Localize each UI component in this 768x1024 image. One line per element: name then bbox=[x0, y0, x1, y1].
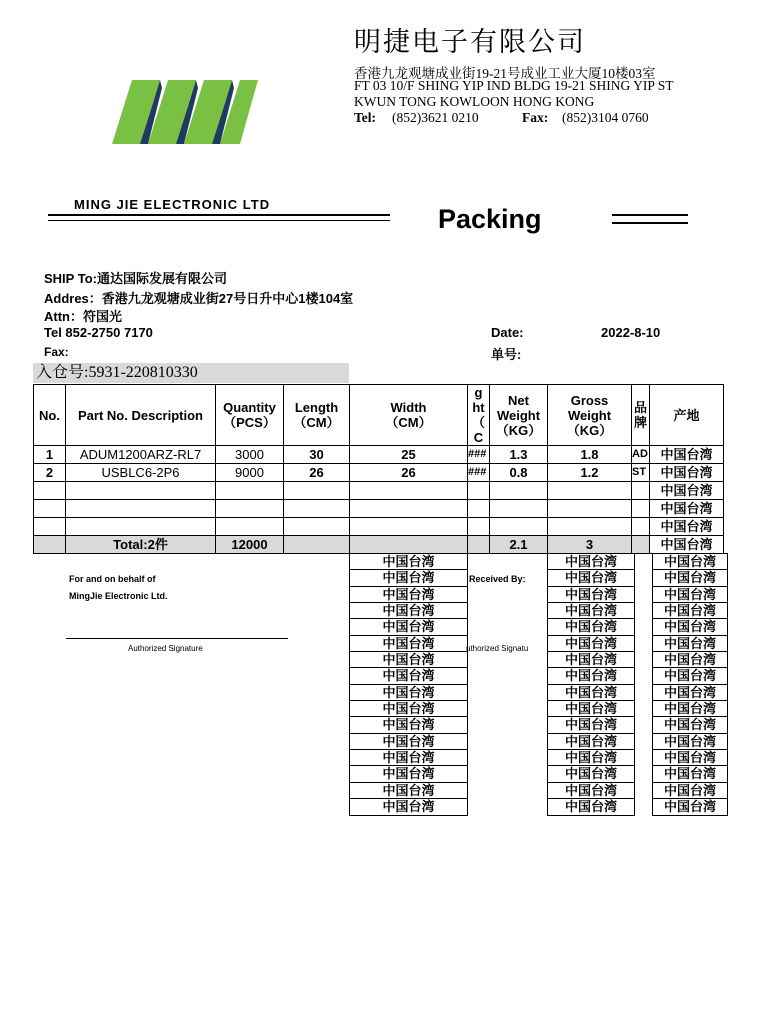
company-address-en-1: FT 03 10/F SHING YIP IND BLDG 19-21 SHING YIP ST bbox=[354, 78, 674, 93]
cell-origin: 中国台湾 bbox=[650, 482, 724, 500]
origin-fill-cell: 中国台湾 bbox=[653, 651, 727, 667]
header-width: Width （CM） bbox=[350, 385, 468, 446]
origin-fill-cell: 中国台湾 bbox=[350, 618, 467, 634]
total-gross-weight: 3 bbox=[548, 536, 632, 554]
company-address-en-2: KWUN TONG KOWLOON HONG KONG bbox=[354, 94, 595, 109]
cell-net-weight: 0.8 bbox=[490, 464, 548, 482]
origin-fill-cell: 中国台湾 bbox=[548, 765, 634, 781]
cell-part-no bbox=[66, 500, 216, 518]
authorized-signature-received: uthorized Signatu bbox=[466, 644, 529, 653]
origin-fill-cell: 中国台湾 bbox=[548, 733, 634, 749]
origin-fill-cell: 中国台湾 bbox=[653, 602, 727, 618]
cell-origin: 中国台湾 bbox=[650, 500, 724, 518]
cell-height bbox=[468, 500, 490, 518]
table-row bbox=[34, 482, 724, 500]
packing-table bbox=[33, 384, 724, 554]
cell-no: 2 bbox=[34, 464, 66, 482]
cell-length bbox=[284, 500, 350, 518]
origin-fill-column-a bbox=[349, 553, 468, 816]
signature-line bbox=[66, 638, 288, 639]
date-label: Date: bbox=[491, 325, 524, 340]
date-value: 2022-8-10 bbox=[601, 325, 661, 340]
origin-fill-cell: 中国台湾 bbox=[548, 586, 634, 602]
cell-gross-weight bbox=[548, 482, 632, 500]
cell-part-no: ADUM1200ARZ-RL7 bbox=[66, 446, 216, 464]
tel-label: Tel: bbox=[354, 110, 377, 125]
header-no: No. bbox=[34, 385, 66, 446]
origin-fill-cell: 中国台湾 bbox=[653, 553, 727, 569]
origin-fill-cell: 中国台湾 bbox=[653, 569, 727, 585]
cell-net-weight bbox=[490, 482, 548, 500]
total-row bbox=[34, 536, 724, 554]
header-quantity: Quantity （PCS） bbox=[216, 385, 284, 446]
ship-fax: Fax: bbox=[44, 345, 69, 359]
total-blank-brand bbox=[632, 536, 650, 554]
origin-fill-cell: 中国台湾 bbox=[548, 782, 634, 798]
origin-fill-column-b bbox=[547, 553, 635, 816]
origin-fill-cell: 中国台湾 bbox=[548, 700, 634, 716]
header-rule-1 bbox=[48, 214, 390, 216]
cell-origin: 中国台湾 bbox=[650, 464, 724, 482]
total-origin: 中国台湾 bbox=[650, 536, 724, 554]
document-title: Packing bbox=[438, 204, 542, 234]
company-name-cn: 明捷电子有限公司 bbox=[354, 27, 586, 57]
origin-fill-cell: 中国台湾 bbox=[548, 618, 634, 634]
table-row bbox=[34, 500, 724, 518]
cell-origin: 中国台湾 bbox=[650, 518, 724, 536]
cell-brand bbox=[632, 518, 650, 536]
order-no-label: 单号: bbox=[491, 347, 522, 362]
origin-fill-cell: 中国台湾 bbox=[548, 553, 634, 569]
cell-brand bbox=[632, 482, 650, 500]
received-by-label: Received By: bbox=[469, 574, 526, 584]
cell-width: 26 bbox=[350, 464, 468, 482]
tel-value: (852)3621 0210 bbox=[392, 110, 479, 125]
cell-height: ### bbox=[468, 464, 490, 482]
origin-fill-cell: 中国台湾 bbox=[653, 782, 727, 798]
cell-width bbox=[350, 482, 468, 500]
origin-fill-cell: 中国台湾 bbox=[350, 602, 467, 618]
origin-fill-cell: 中国台湾 bbox=[548, 635, 634, 651]
table-header-row bbox=[34, 385, 724, 446]
company-logo bbox=[112, 78, 262, 148]
origin-fill-cell: 中国台湾 bbox=[350, 667, 467, 683]
origin-fill-column-c bbox=[652, 553, 728, 816]
total-blank-h bbox=[468, 536, 490, 554]
origin-fill-cell: 中国台湾 bbox=[653, 667, 727, 683]
behalf-line-1: For and on behalf of bbox=[69, 574, 156, 584]
origin-fill-cell: 中国台湾 bbox=[350, 765, 467, 781]
origin-fill-cell: 中国台湾 bbox=[548, 749, 634, 765]
cell-height bbox=[468, 482, 490, 500]
origin-fill-cell: 中国台湾 bbox=[350, 569, 467, 585]
origin-fill-cell: 中国台湾 bbox=[653, 635, 727, 651]
fax-value: (852)3104 0760 bbox=[562, 110, 649, 125]
origin-fill-cell: 中国台湾 bbox=[653, 700, 727, 716]
origin-fill-cell: 中国台湾 bbox=[350, 716, 467, 732]
total-blank-width bbox=[350, 536, 468, 554]
table-row bbox=[34, 446, 724, 464]
origin-fill-cell: 中国台湾 bbox=[548, 651, 634, 667]
cell-height bbox=[468, 518, 490, 536]
origin-fill-cell: 中国台湾 bbox=[350, 635, 467, 651]
total-blank-length bbox=[284, 536, 350, 554]
cell-origin: 中国台湾 bbox=[650, 446, 724, 464]
cell-part-no bbox=[66, 482, 216, 500]
ship-tel: Tel 852-2750 7170 bbox=[44, 325, 153, 340]
cell-width: 25 bbox=[350, 446, 468, 464]
origin-fill-cell: 中国台湾 bbox=[548, 684, 634, 700]
origin-fill-cell: 中国台湾 bbox=[548, 716, 634, 732]
cell-length: 30 bbox=[284, 446, 350, 464]
cell-no: 1 bbox=[34, 446, 66, 464]
company-address-cn: 香港九龙观塘成业街19-21号成业工业大厦10楼03室 bbox=[354, 66, 656, 81]
origin-fill-cell: 中国台湾 bbox=[548, 602, 634, 618]
cell-length: 26 bbox=[284, 464, 350, 482]
cell-gross-weight: 1.8 bbox=[548, 446, 632, 464]
origin-fill-cell: 中国台湾 bbox=[653, 749, 727, 765]
cell-quantity bbox=[216, 482, 284, 500]
origin-fill-cell: 中国台湾 bbox=[548, 667, 634, 683]
header-brand: 品 牌 bbox=[632, 385, 650, 446]
origin-fill-cell: 中国台湾 bbox=[548, 569, 634, 585]
warehouse-number: 入仓号:5931-220810330 bbox=[33, 363, 349, 383]
cell-quantity: 3000 bbox=[216, 446, 284, 464]
table-row bbox=[34, 464, 724, 482]
ship-attn: Attn：符国光 bbox=[44, 309, 122, 324]
origin-fill-cell: 中国台湾 bbox=[653, 733, 727, 749]
fax-label: Fax: bbox=[522, 110, 549, 125]
origin-fill-cell: 中国台湾 bbox=[350, 651, 467, 667]
cell-net-weight bbox=[490, 500, 548, 518]
company-name-en: MING JIE ELECTRONIC LTD bbox=[74, 197, 271, 212]
cell-height: ### bbox=[468, 446, 490, 464]
cell-part-no bbox=[66, 518, 216, 536]
origin-fill-cell: 中国台湾 bbox=[350, 684, 467, 700]
title-rule-2 bbox=[612, 222, 688, 224]
total-label: Total:2件 bbox=[66, 536, 216, 554]
origin-fill-cell: 中国台湾 bbox=[653, 765, 727, 781]
origin-fill-cell: 中国台湾 bbox=[653, 586, 727, 602]
origin-fill-cell: 中国台湾 bbox=[653, 618, 727, 634]
origin-fill-cell: 中国台湾 bbox=[350, 700, 467, 716]
header-origin: 产地 bbox=[650, 385, 724, 446]
cell-width bbox=[350, 518, 468, 536]
header-height: g ht （ C bbox=[468, 385, 490, 446]
cell-part-no: USBLC6-2P6 bbox=[66, 464, 216, 482]
origin-fill-cell: 中国台湾 bbox=[653, 716, 727, 732]
origin-fill-cell: 中国台湾 bbox=[653, 684, 727, 700]
cell-width bbox=[350, 500, 468, 518]
cell-no bbox=[34, 482, 66, 500]
origin-fill-cell: 中国台湾 bbox=[350, 749, 467, 765]
cell-net-weight bbox=[490, 518, 548, 536]
total-net-weight: 2.1 bbox=[490, 536, 548, 554]
origin-fill-cell: 中国台湾 bbox=[653, 798, 727, 814]
total-quantity: 12000 bbox=[216, 536, 284, 554]
header-part-no: Part No. Description bbox=[66, 385, 216, 446]
header-net-weight: Net Weight （KG） bbox=[490, 385, 548, 446]
cell-quantity bbox=[216, 518, 284, 536]
origin-fill-cell: 中国台湾 bbox=[548, 798, 634, 814]
origin-fill-cell: 中国台湾 bbox=[350, 733, 467, 749]
header-length: Length （CM） bbox=[284, 385, 350, 446]
cell-no bbox=[34, 500, 66, 518]
cell-quantity: 9000 bbox=[216, 464, 284, 482]
cell-net-weight: 1.3 bbox=[490, 446, 548, 464]
origin-fill-cell: 中国台湾 bbox=[350, 586, 467, 602]
behalf-line-2: MingJie Electronic Ltd. bbox=[69, 591, 168, 601]
title-rule-1 bbox=[612, 214, 688, 216]
table-row bbox=[34, 518, 724, 536]
cell-no bbox=[34, 518, 66, 536]
cell-gross-weight bbox=[548, 518, 632, 536]
authorized-signature: Authorized Signature bbox=[128, 644, 203, 653]
cell-gross-weight: 1.2 bbox=[548, 464, 632, 482]
header-rule-2 bbox=[48, 220, 390, 221]
cell-gross-weight bbox=[548, 500, 632, 518]
origin-fill-cell: 中国台湾 bbox=[350, 782, 467, 798]
total-blank-no bbox=[34, 536, 66, 554]
ship-to: SHIP To:通达国际发展有限公司 bbox=[44, 271, 227, 286]
cell-length bbox=[284, 518, 350, 536]
ship-address: Addres：香港九龙观塘成业街27号日升中心1楼104室 bbox=[44, 291, 354, 306]
origin-fill-cell: 中国台湾 bbox=[350, 798, 467, 814]
cell-quantity bbox=[216, 500, 284, 518]
cell-brand bbox=[632, 500, 650, 518]
cell-length bbox=[284, 482, 350, 500]
cell-brand: AD bbox=[632, 446, 650, 464]
origin-fill-cell: 中国台湾 bbox=[350, 553, 467, 569]
cell-brand: ST bbox=[632, 464, 650, 482]
header-gross-weight: Gross Weight （KG） bbox=[548, 385, 632, 446]
